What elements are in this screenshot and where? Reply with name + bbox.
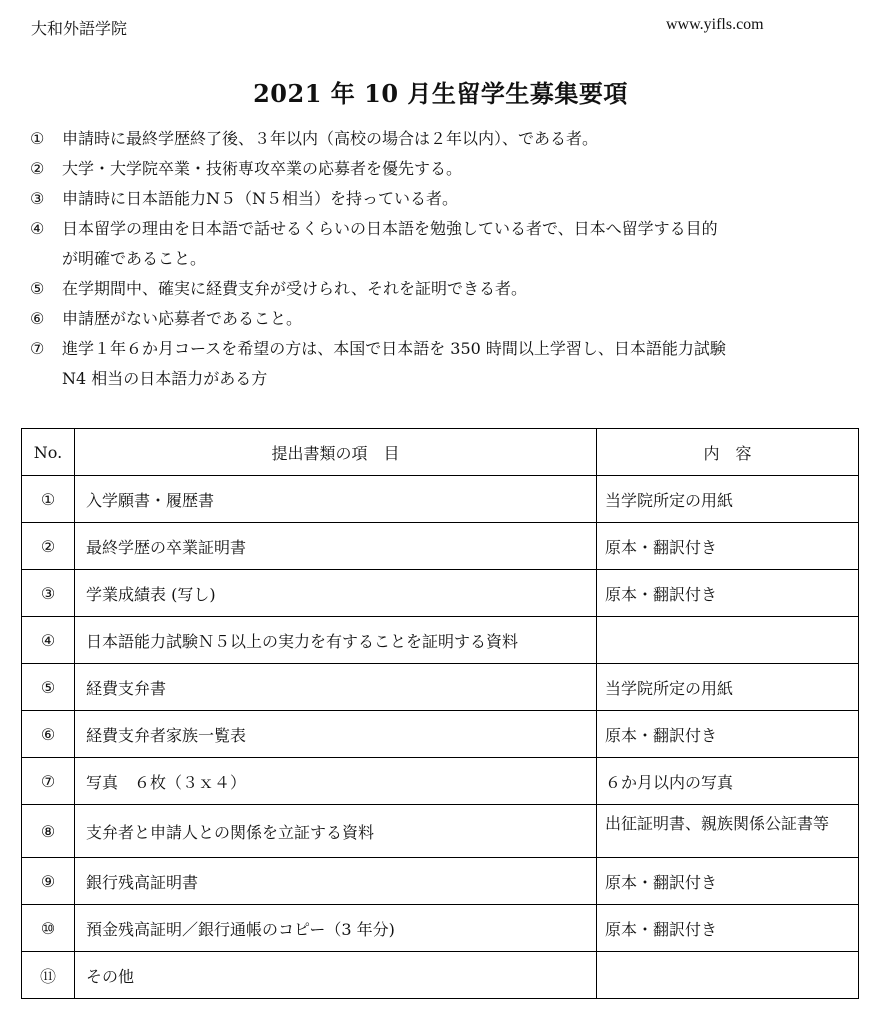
row-item: その他 bbox=[75, 952, 597, 999]
requirement-number: ⑥ bbox=[30, 309, 45, 328]
row-number: ⑩ bbox=[22, 905, 75, 952]
header-item: 提出書類の項 目 bbox=[75, 429, 597, 476]
table-row bbox=[22, 617, 859, 664]
row-item: 経費支弁書 bbox=[75, 664, 597, 711]
row-number: ⑪ bbox=[22, 952, 75, 999]
row-note: ６か月以内の写真 bbox=[597, 758, 859, 805]
requirement-text: が明確であること。 bbox=[62, 249, 207, 268]
requirement-text: 申請歴がない応募者であること。 bbox=[62, 309, 303, 328]
table-row bbox=[22, 476, 859, 523]
row-item: 支弁者と申請人との関係を立証する資料 bbox=[75, 805, 597, 858]
row-note: 原本・翻訳付き bbox=[597, 858, 859, 905]
row-number: ⑦ bbox=[22, 758, 75, 805]
requirement-number: ⑦ bbox=[30, 339, 45, 358]
table-row bbox=[22, 664, 859, 711]
row-number: ① bbox=[22, 476, 75, 523]
row-number: ⑥ bbox=[22, 711, 75, 758]
requirement-number: ② bbox=[30, 159, 45, 178]
requirement-text: 進学１年６か月コースを希望の方は、本国で日本語を 350 時間以上学習し、日本語能力試験 bbox=[62, 339, 726, 358]
row-note: 当学院所定の用紙 bbox=[597, 476, 859, 523]
row-number: ② bbox=[22, 523, 75, 570]
requirement-text: 日本留学の理由を日本語で話せるくらいの日本語を勉強している者で、日本へ留学する目的 bbox=[62, 219, 718, 238]
table-row bbox=[22, 905, 859, 952]
page-title: 2021 年 10 月生留学生募集要項 bbox=[253, 79, 628, 108]
row-item: 学業成績表 (写し) bbox=[75, 570, 597, 617]
requirement-item bbox=[30, 274, 850, 304]
requirements-list bbox=[30, 124, 850, 394]
requirement-text: N4 相当の日本語力がある方 bbox=[62, 369, 268, 388]
requirement-text: 大学・大学院卒業・技術専攻卒業の応募者を優先する。 bbox=[62, 159, 463, 178]
table-row bbox=[22, 952, 859, 999]
row-number: ⑤ bbox=[22, 664, 75, 711]
row-item: 預金残高証明／銀行通帳のコピー（3 年分) bbox=[75, 905, 597, 952]
table-row bbox=[22, 858, 859, 905]
table-row bbox=[22, 758, 859, 805]
row-number: ⑧ bbox=[22, 805, 75, 858]
row-note: 当学院所定の用紙 bbox=[597, 664, 859, 711]
row-note: 原本・翻訳付き bbox=[597, 523, 859, 570]
requirement-item bbox=[30, 154, 850, 184]
table-row bbox=[22, 570, 859, 617]
table-header-row bbox=[22, 429, 859, 476]
row-note: 原本・翻訳付き bbox=[597, 905, 859, 952]
row-number: ③ bbox=[22, 570, 75, 617]
requirement-text: 申請時に最終学歴終了後、３年以内（高校の場合は２年以内）、である者。 bbox=[62, 129, 599, 148]
requirement-item bbox=[30, 214, 850, 244]
row-number: ⑨ bbox=[22, 858, 75, 905]
row-number: ④ bbox=[22, 617, 75, 664]
requirement-continuation bbox=[30, 244, 850, 274]
requirement-item bbox=[30, 334, 850, 364]
row-note: 原本・翻訳付き bbox=[597, 570, 859, 617]
requirement-number: ① bbox=[30, 129, 45, 148]
table-row bbox=[22, 711, 859, 758]
row-item: 写真 ６枚（３ｘ４） bbox=[75, 758, 597, 805]
row-item: 銀行残高証明書 bbox=[75, 858, 597, 905]
header-no: No. bbox=[22, 429, 75, 476]
documents-table bbox=[21, 428, 859, 999]
row-item: 経費支弁者家族一覧表 bbox=[75, 711, 597, 758]
school-name: 大和外語学院 bbox=[31, 19, 128, 38]
row-item: 入学願書・履歴書 bbox=[75, 476, 597, 523]
table-row bbox=[22, 523, 859, 570]
header-note: 内 容 bbox=[597, 429, 859, 476]
requirement-text: 在学期間中、確実に経費支弁が受けられ、それを証明できる者。 bbox=[62, 279, 527, 298]
requirement-number: ⑤ bbox=[30, 279, 45, 298]
requirement-item bbox=[30, 184, 850, 214]
row-item: 最終学歴の卒業証明書 bbox=[75, 523, 597, 570]
table-row bbox=[22, 805, 859, 858]
requirement-number: ③ bbox=[30, 189, 45, 208]
row-item: 日本語能力試験Ｎ５以上の実力を有することを証明する資料 bbox=[75, 617, 597, 664]
row-note bbox=[597, 617, 859, 664]
requirement-continuation bbox=[30, 364, 850, 394]
requirement-number: ④ bbox=[30, 219, 45, 238]
row-note: 原本・翻訳付き bbox=[597, 711, 859, 758]
requirement-item bbox=[30, 124, 850, 154]
row-note bbox=[597, 952, 859, 999]
row-note: 出征証明書、親族関係公証書等 bbox=[597, 805, 859, 858]
requirement-item bbox=[30, 304, 850, 334]
website-url: www.yifls.com bbox=[666, 16, 764, 33]
requirement-text: 申請時に日本語能力N５（N５相当）を持っている者。 bbox=[62, 189, 459, 208]
